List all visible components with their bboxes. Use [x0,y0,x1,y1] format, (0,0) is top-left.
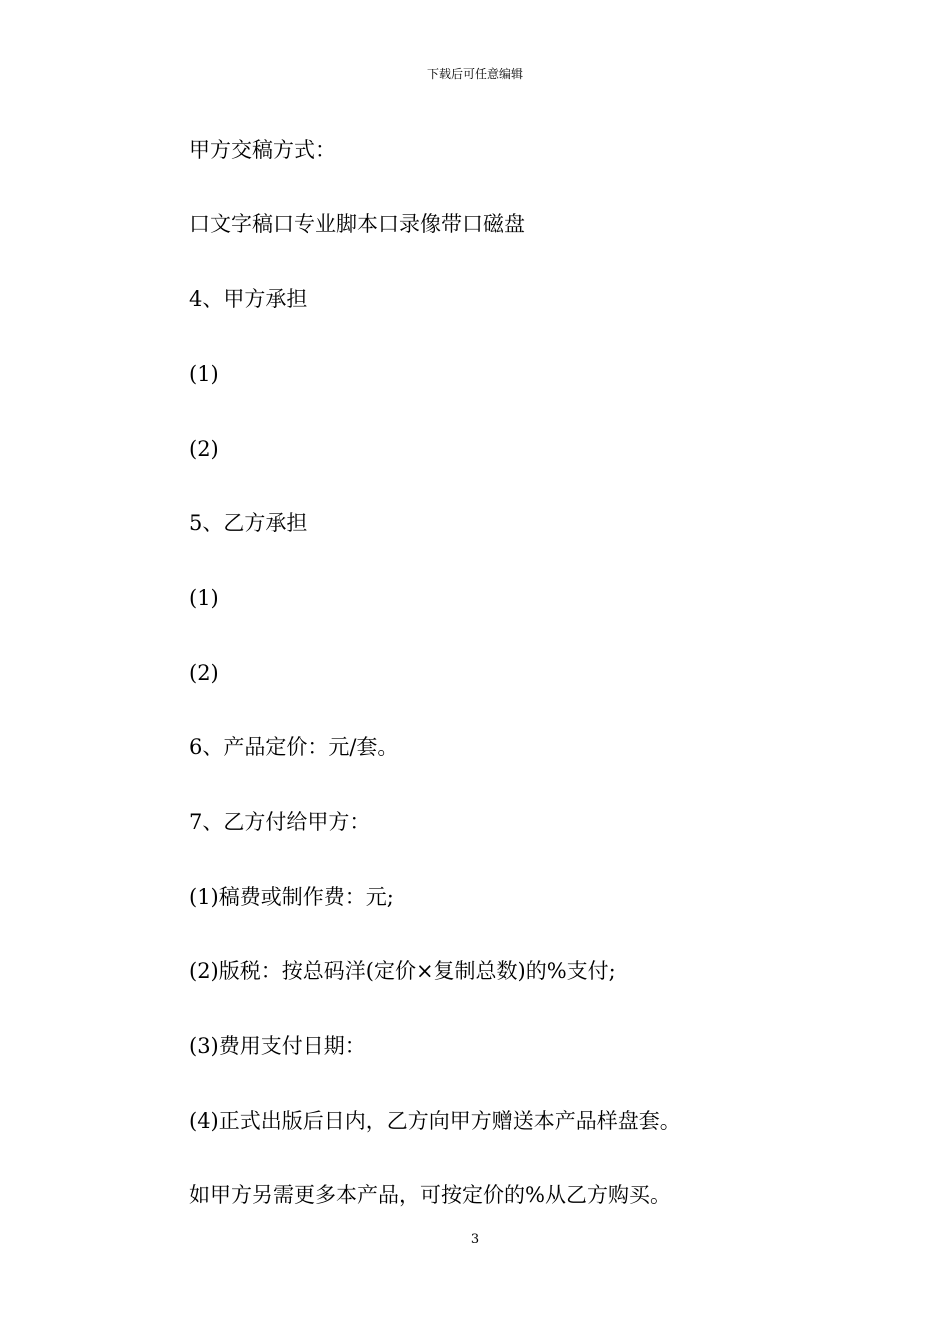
line-delivery-options: 口文字稿口专业脚本口录像带口磁盘 [189,212,525,236]
line-additional-purchase: 如甲方另需更多本产品，可按定价的%从乙方购买。 [189,1183,671,1207]
page-header: 下载后可任意编辑 [426,67,523,81]
page-number: 3 [470,1232,480,1247]
line-payment-fee: (1)稿费或制作费：元; [189,885,394,909]
line-party-a-item-2: (2) [189,437,219,461]
line-party-b-item-2: (2) [189,661,219,685]
line-payment-heading: 7、乙方付给甲方： [189,810,371,834]
line-delivery-method: 甲方交稿方式： [189,138,336,162]
line-sample-copies: (4)正式出版后日内，乙方向甲方赠送本产品样盘套。 [189,1109,681,1133]
line-party-a-item-1: (1) [189,362,219,386]
line-party-b-item-1: (1) [189,586,219,610]
line-party-a-bears: 4、甲方承担 [189,287,308,311]
line-party-b-bears: 5、乙方承担 [189,511,308,535]
line-payment-date: (3)费用支付日期： [189,1034,366,1058]
line-payment-royalty: (2)版税：按总码洋(定价×复制总数)的%支付; [189,959,616,983]
line-product-price: 6、产品定价：元/套。 [189,735,399,759]
